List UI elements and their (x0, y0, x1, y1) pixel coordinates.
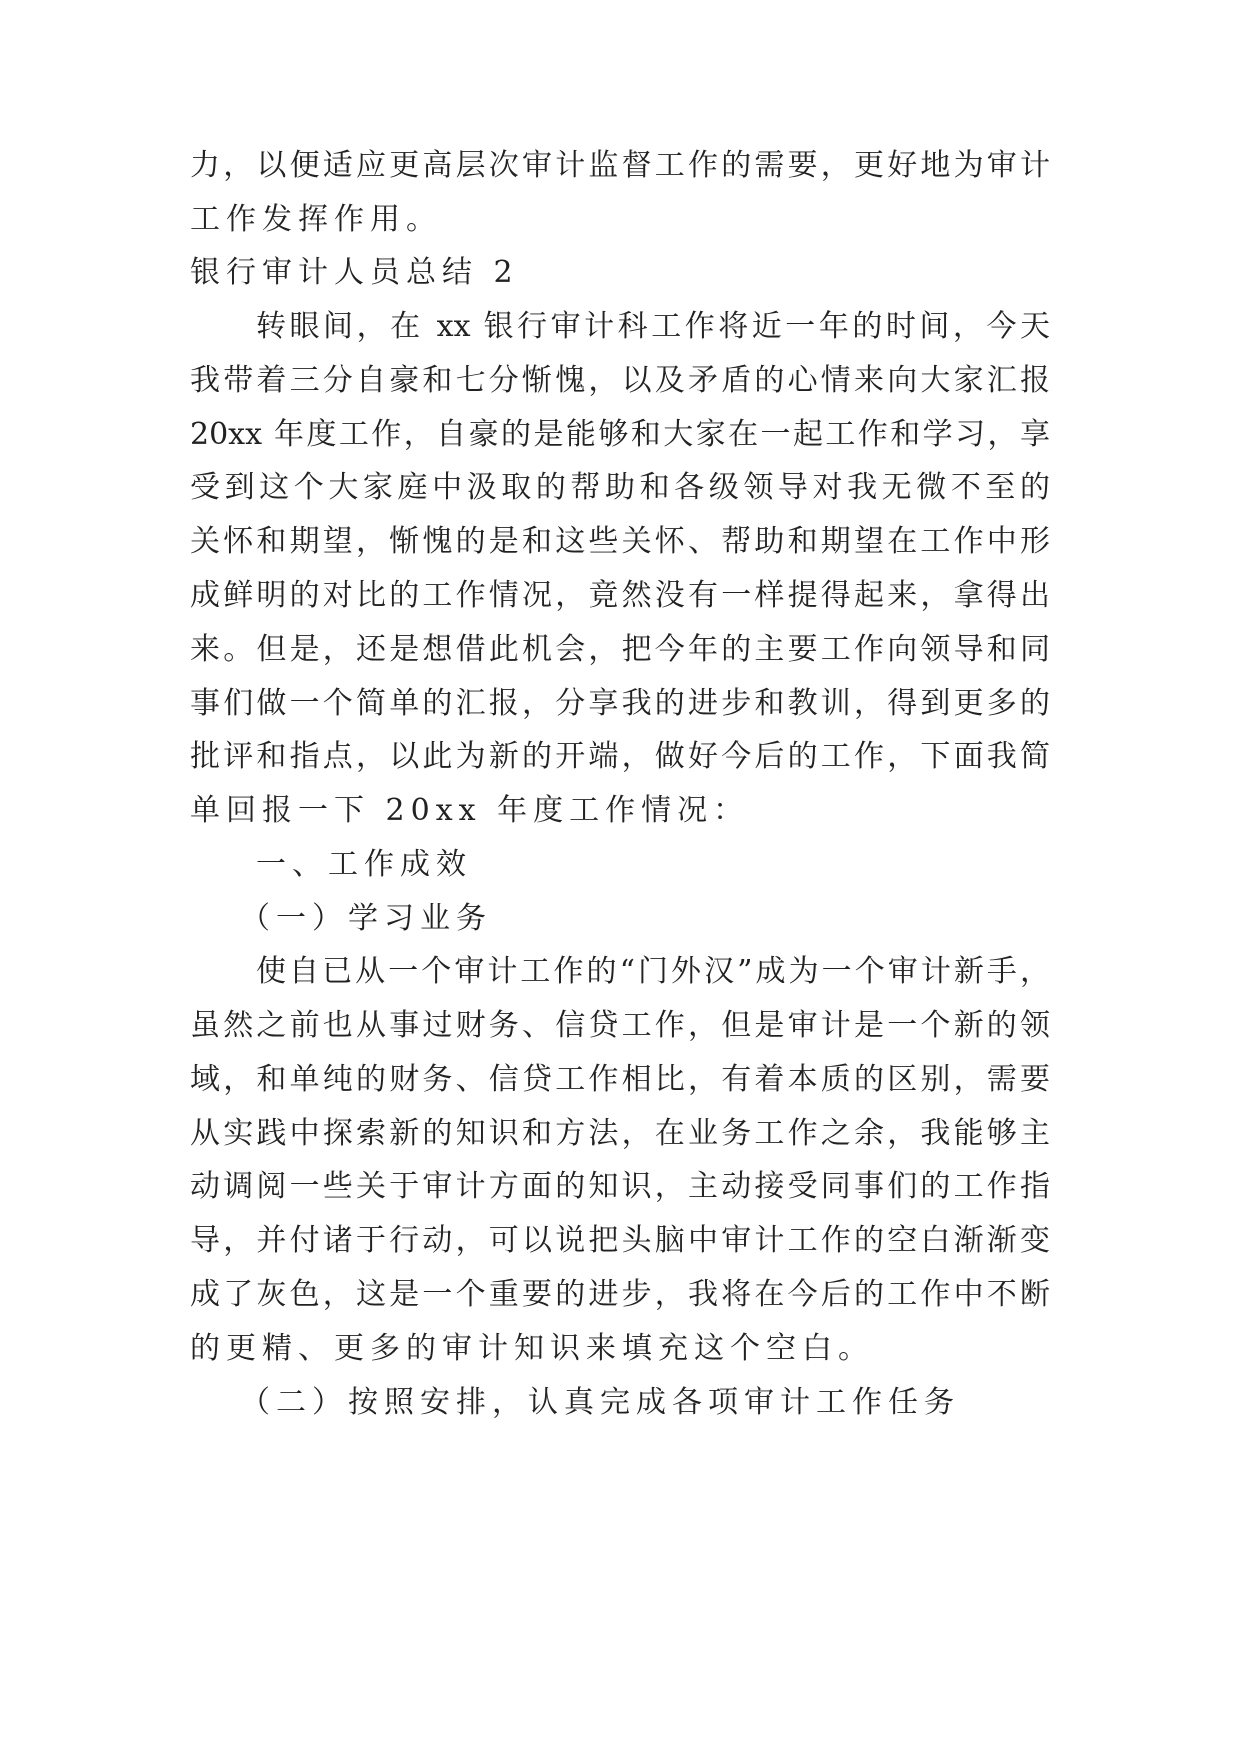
text-line: 受到这个大家庭中汲取的帮助和各级领导对我无微不至的 (190, 470, 1050, 505)
text-line: 20xx 年度工作，自豪的是能够和大家在一起工作和学习，享 (190, 417, 1050, 452)
text-line: 来。但是，还是想借此机会，把今年的主要工作向领导和同 (190, 632, 1050, 667)
text-line: 我带着三分自豪和七分惭愧，以及矛盾的心情来向大家汇报 (190, 363, 1050, 398)
text-line: 从实践中探索新的知识和方法，在业务工作之余，我能够主 (190, 1116, 1050, 1151)
text-line: 域，和单纯的财务、信贷工作相比，有着本质的区别，需要 (190, 1062, 1050, 1097)
text-line: 成鲜明的对比的工作情况，竟然没有一样提得起来，拿得出 (190, 578, 1050, 613)
text-line: 导，并付诸于行动，可以说把头脑中审计工作的空白渐渐变 (190, 1223, 1050, 1258)
text-line: 动调阅一些关于审计方面的知识，主动接受同事们的工作指 (190, 1169, 1050, 1204)
text-line: 成了灰色，这是一个重要的进步，我将在今后的工作中不断 (190, 1277, 1050, 1312)
paragraph-first-line: 转眼间，在 xx 银行审计科工作将近一年的时间，今天 (256, 309, 1050, 344)
text-line: 的更精、更多的审计知识来填充这个空白。 (190, 1331, 874, 1366)
text-line: 工作发挥作用。 (190, 202, 442, 237)
text-line: 单回报一下 20xx 年度工作情况： (190, 793, 750, 828)
text-line: 力，以便适应更高层次审计监督工作的需要，更好地为审计 (190, 148, 1050, 183)
text-line: 虽然之前也从事过财务、信贷工作，但是审计是一个新的领 (190, 1008, 1050, 1043)
heading-level-2: （一）学习业务 (240, 901, 492, 936)
paragraph-first-line: 使自已从一个审计工作的“门外汉”成为一个审计新手， (256, 954, 1050, 989)
heading-level-2: （二）按照安排，认真完成各项审计工作任务 (240, 1385, 960, 1420)
text-line: 事们做一个简单的汇报，分享我的进步和教训，得到更多的 (190, 686, 1050, 721)
text-line: 批评和指点，以此为新的开端，做好今后的工作，下面我简 (190, 739, 1050, 774)
heading-level-1: 一、工作成效 (256, 847, 472, 882)
text-line: 关怀和期望，惭愧的是和这些关怀、帮助和期望在工作中形 (190, 524, 1050, 559)
section-title: 银行审计人员总结 2 (190, 255, 519, 290)
